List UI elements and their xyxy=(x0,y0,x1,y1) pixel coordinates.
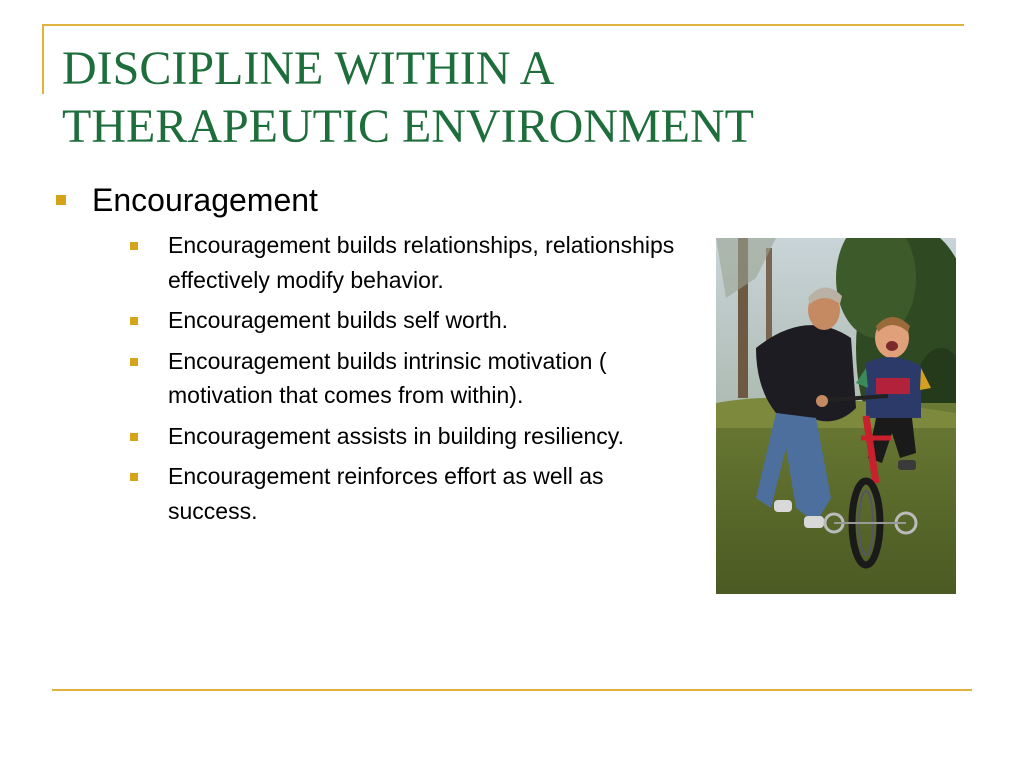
sub-bullet xyxy=(130,419,678,454)
sub-bullet-text: Encouragement builds self worth. xyxy=(168,307,509,333)
frame-top-rule xyxy=(42,24,964,26)
square-bullet-icon xyxy=(130,242,138,250)
sub-bullet xyxy=(130,459,678,528)
sub-bullet xyxy=(130,303,678,338)
square-bullet-icon xyxy=(130,433,138,441)
square-bullet-icon xyxy=(130,473,138,481)
square-bullet-icon xyxy=(130,317,138,325)
sub-bullet-text: Encouragement reinforces effort as well as success. xyxy=(168,463,604,524)
slide-title-line-1: DISCIPLINE WITHIN A xyxy=(62,42,555,95)
slide-title-line-2: THERAPEUTIC ENVIRONMENT xyxy=(62,100,754,153)
sub-bullet xyxy=(130,344,678,413)
square-bullet-icon xyxy=(56,195,66,205)
sub-bullet xyxy=(130,228,678,297)
frame-left-rule xyxy=(42,24,44,94)
slide-title xyxy=(62,40,962,156)
sub-bullet-list xyxy=(130,228,678,534)
sub-bullet-text: Encouragement builds intrinsic motivation ( motivation that comes from within). xyxy=(168,347,607,408)
sub-bullet-text: Encouragement builds relationships, relationships effectively modify behavior. xyxy=(168,232,675,293)
main-bullet-text: Encouragement xyxy=(92,182,318,218)
square-bullet-icon xyxy=(130,358,138,366)
father-child-bicycle-photo xyxy=(716,238,956,594)
frame-bottom-rule xyxy=(52,689,972,691)
sub-bullet-text: Encouragement assists in building resiliency. xyxy=(168,422,624,449)
main-bullet xyxy=(56,180,318,220)
